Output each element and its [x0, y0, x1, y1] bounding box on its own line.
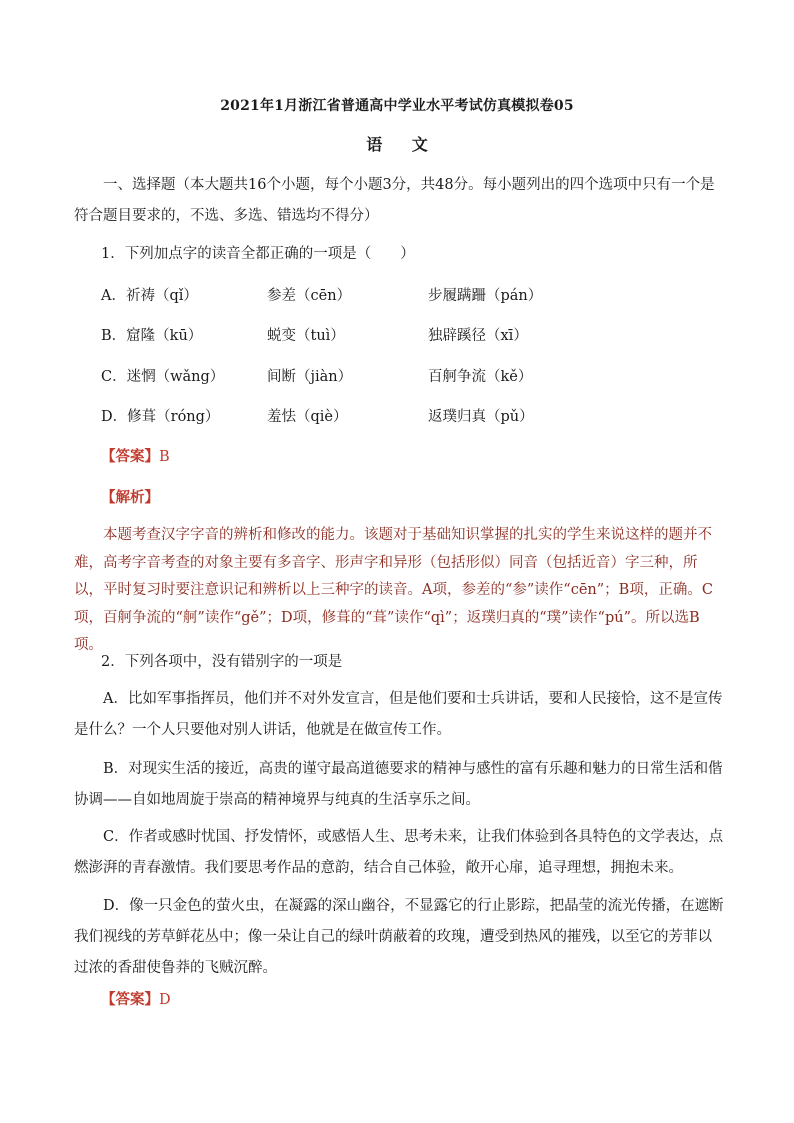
q1-option-a-item-2: 参差（cēn）: [267, 288, 352, 304]
q2-option-b: B．对现实生活的接近，高贵的谨守最高道德要求的精神与感性的富有乐趣和魅力的日常生活和偕协调——自如地周旋于崇高的精神境界与纯真的生活享乐之间。: [74, 761, 723, 808]
answer-value: D: [159, 992, 171, 1008]
question-2-stem: 2．下列各项中，没有错别字的一项是: [101, 654, 343, 670]
document-title: 2021年1月浙江省普通高中学业水平考试仿真模拟卷05: [220, 98, 574, 114]
q1-option-c-item-3: 百舸争流（kě）: [428, 369, 533, 385]
question-1-stem: 1．下列加点字的读音全都正确的一项是（ ）: [101, 246, 415, 262]
q1-option-d-item-3: 返璞归真（pǔ）: [428, 409, 534, 425]
q2-option-a: A．比如军事指挥员，他们并不对外发宣言，但是他们要和士兵讲话，要和人民接恰，这不是宣传是什么？一个人只要他对别人讲话，他就是在做宣传工作。: [74, 691, 723, 738]
q1-option-d: [101, 405, 661, 427]
answer-label: 【答案】: [101, 448, 159, 465]
q1-option-c-item-1: C．迷惘（wǎng）: [101, 369, 225, 385]
q2-answer: [101, 988, 171, 1009]
q1-option-b-item-2: 蜕变（tuì）: [267, 328, 345, 344]
q1-option-a-item-1: A．祈祷（qǐ）: [101, 288, 198, 304]
q1-option-c-item-2: 间断（jiàn）: [267, 369, 353, 385]
subject-heading: 语 文: [366, 135, 428, 154]
q1-option-a: [101, 284, 661, 306]
answer-label: 【答案】: [101, 991, 159, 1008]
q2-option-c: C．作者或感时忧国、抒发情怀，或感悟人生、思考未来，让我们体验到各具特色的文学表达，点燃澎湃的青春激情。我们要思考作品的意韵，结合自己体验，敞开心扉，追寻理想，拥抱未来。: [74, 829, 724, 876]
q1-option-b: [101, 324, 661, 346]
q1-option-b-item-3: 独辟蹊径（xī）: [428, 328, 528, 344]
q1-option-d-item-1: D．修葺（róng）: [101, 409, 220, 425]
analysis-label: 【解析】: [101, 489, 159, 506]
q1-option-b-item-1: B．窟隆（kū）: [101, 328, 203, 344]
q1-option-a-item-3: 步履蹒跚（pán）: [428, 288, 543, 304]
q1-option-c: [101, 365, 661, 387]
q1-answer: [101, 445, 170, 466]
section-intro: 一、选择题（本大题共16个小题，每个小题3分，共48分。每小题列出的四个选项中只有一个是符合题目要求的，不选、多选、错选均不得分）: [74, 177, 715, 224]
q1-analysis-text: 本题考查汉字字音的辨析和修改的能力。该题对于基础知识掌握的扎实的学生来说这样的题并不难，高考字音考查的对象主要有多音字、形声字和异形（包括形似）同音（包括近音）字三种，所以，平时复习时要注意识记和辨析以上三种字的读音。A项，参差的“参”读作“cēn”；B项，正确。C项，百舸争流的“舸”读作“gě”；D项，修葺的“葺”读作“qì”；返璞归真的“璞”读作“pú”。所以选B项。: [74, 527, 713, 653]
q1-analysis-heading: [101, 486, 159, 507]
q2-option-d: D．像一只金色的萤火虫，在凝露的深山幽谷，不显露它的行止影踪，把晶莹的流光传播，在遮断我们视线的芳草鲜花丛中；像一朵让自己的绿叶荫蔽着的玫瑰，遭受到热风的摧残，以至它的芳菲以过浓的香甜使鲁莽的飞贼沉醉。: [74, 898, 724, 976]
answer-value: B: [159, 449, 170, 465]
q1-option-d-item-2: 羞怯（qiè）: [267, 409, 348, 425]
